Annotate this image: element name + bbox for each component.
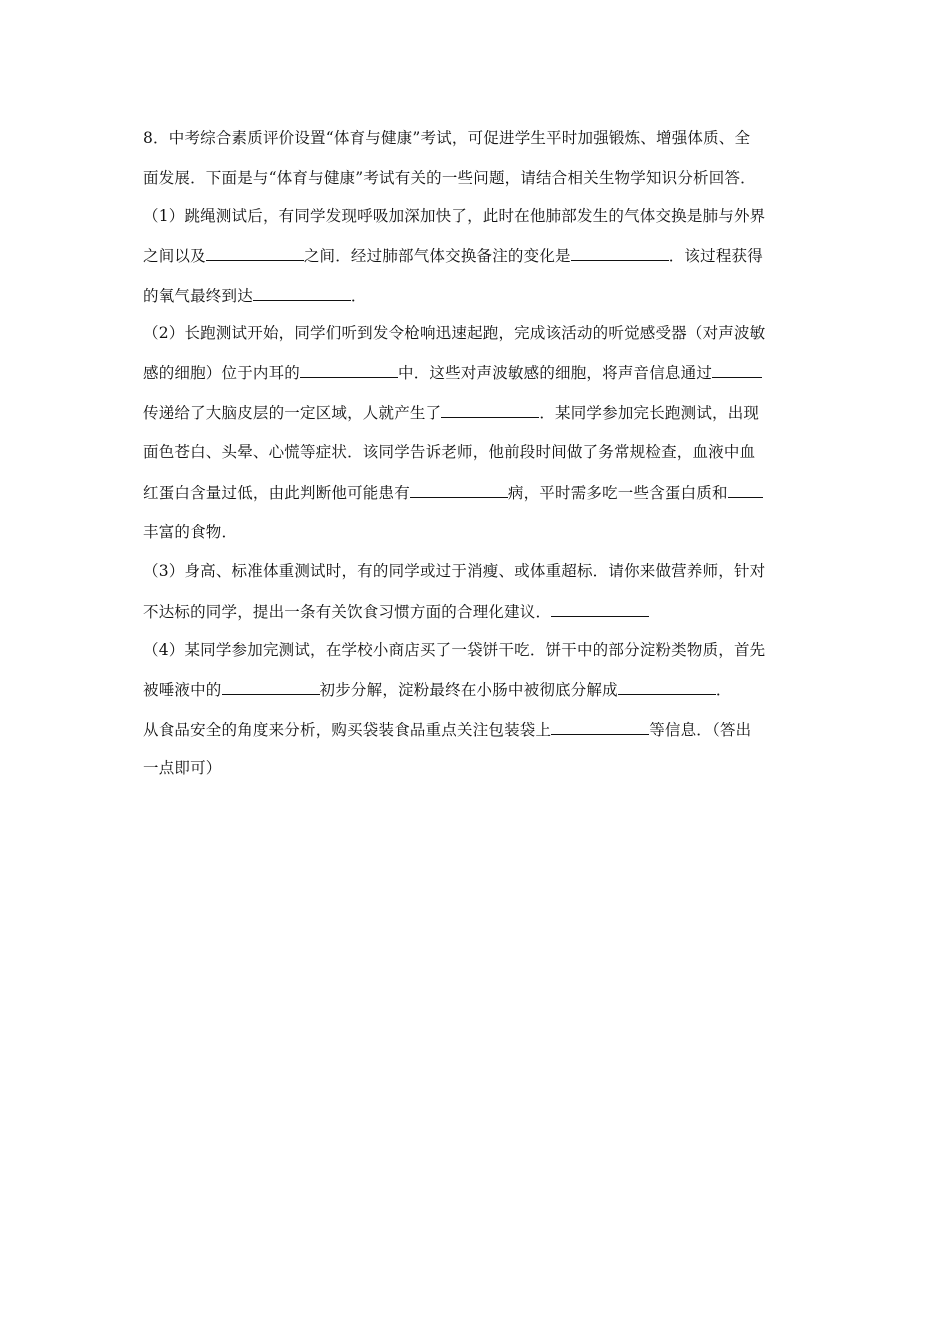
part2-text-d: ．某同学参加完长跑测试，出现: [539, 404, 760, 422]
part4-line-3: [143, 719, 751, 740]
part1-line-2: [143, 245, 763, 266]
answer-blank-11[interactable]: [618, 679, 716, 695]
part2-line-6: 丰富的食物．: [143, 523, 238, 541]
part1-line-3: [143, 285, 367, 306]
part4-text-d: 从食品安全的角度来分析，购买袋装食品重点关注包装袋上: [143, 721, 552, 739]
part2-text-f: 病，平时需多吃一些含蛋白质和: [507, 484, 728, 502]
part2-text-c: 传递给了大脑皮层的一定区域，人就产生了: [143, 404, 442, 422]
part1-text-b: 之间．经过肺部气体交换备注的变化是: [303, 247, 571, 265]
intro-line-1: 8．中考综合素质评价设置“体育与健康”考试，可促进学生平时加强锻炼、增强体质、全: [143, 129, 751, 147]
part3-text-a: 不达标的同学，提出一条有关饮食习惯方面的合理化建议．: [143, 603, 552, 621]
answer-blank-8[interactable]: [728, 482, 763, 498]
answer-blank-4[interactable]: [300, 362, 398, 378]
part4-line-2: [143, 679, 732, 700]
answer-blank-3[interactable]: [253, 285, 351, 301]
part3-line-1: （3）身高、标准体重测试时，有的同学或过于消瘦、或体重超标．请你来做营养师，针对: [143, 562, 766, 580]
part1-text-d: 的氧气最终到达: [143, 287, 253, 305]
part1-line-1: （1）跳绳测试后，有同学发现呼吸加深加快了，此时在他肺部发生的气体交换是肺与外界: [143, 207, 766, 225]
part2-text-b: 中．这些对声波敏感的细胞，将声音信息通过: [398, 364, 713, 382]
part4-text-b: 初步分解，淀粉最终在小肠中被彻底分解成: [319, 681, 618, 699]
answer-blank-2[interactable]: [571, 245, 669, 261]
answer-blank-9[interactable]: [551, 601, 649, 617]
part2-line-4: 面色苍白、头晕、心慌等症状．该同学告诉老师，他前段时间做了务常规检查，血液中血: [143, 443, 756, 461]
part4-text-a: 被唾液中的: [143, 681, 222, 699]
part4-text-e: 等信息．（答出: [649, 721, 752, 739]
part4-line-4: 一点即可）: [143, 759, 222, 777]
answer-blank-5[interactable]: [712, 362, 762, 378]
answer-blank-1[interactable]: [206, 245, 304, 261]
part2-line-1: （2）长跑测试开始，同学们听到发令枪响迅速起跑，完成该活动的听觉感受器（对声波敏: [143, 324, 766, 342]
part3-line-2: [143, 601, 649, 622]
intro-line-2: 面发展．下面是与“体育与健康”考试有关的一些问题，请结合相关生物学知识分析回答．: [143, 169, 756, 187]
part2-line-3: [143, 402, 759, 423]
part4-text-c: ．: [715, 681, 732, 699]
part1-text-c: ．该过程获得: [668, 247, 763, 265]
answer-blank-6[interactable]: [441, 402, 539, 418]
part2-line-5: [143, 482, 763, 503]
answer-blank-7[interactable]: [410, 482, 508, 498]
part1-text-a: 之间以及: [143, 247, 206, 265]
answer-blank-12[interactable]: [551, 719, 649, 735]
part1-text-e: ．: [350, 287, 367, 305]
part4-line-1: （4）某同学参加完测试，在学校小商店买了一袋饼干吃．饼干中的部分淀粉类物质，首先: [143, 641, 766, 659]
answer-blank-10[interactable]: [222, 679, 320, 695]
part2-text-e: 红蛋白含量过低，由此判断他可能患有: [143, 484, 410, 502]
part2-line-2: [143, 362, 762, 383]
part2-text-a: 感的细胞）位于内耳的: [143, 364, 301, 382]
